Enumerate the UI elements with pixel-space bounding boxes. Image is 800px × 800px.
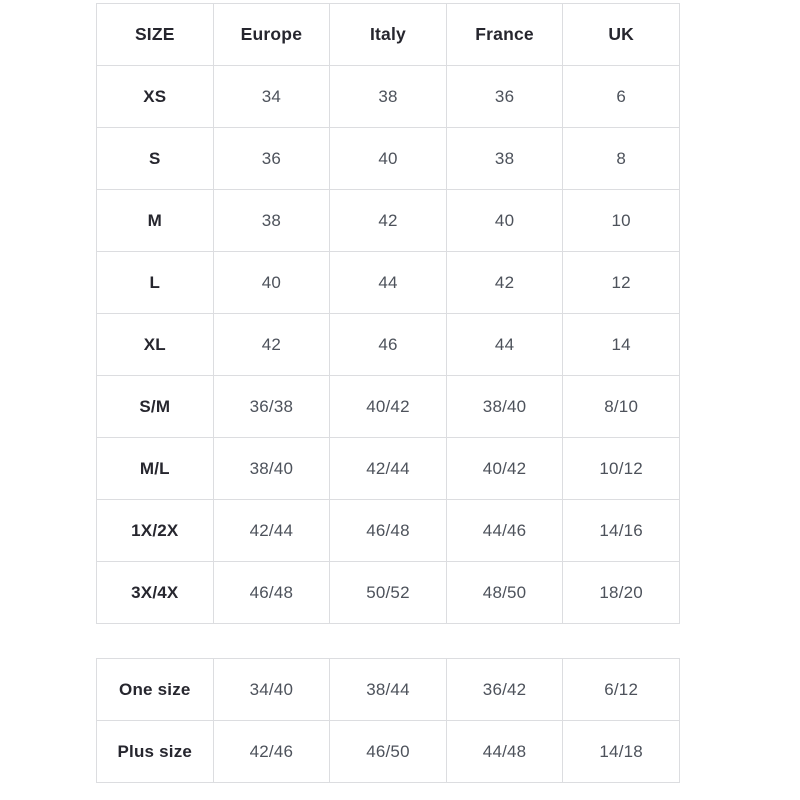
uk-value-cell: 8	[563, 128, 680, 190]
italy-value-cell: 42	[330, 190, 447, 252]
france-value-cell: 38	[446, 128, 563, 190]
italy-value-cell: 40/42	[330, 376, 447, 438]
table-row-xl	[97, 314, 680, 376]
uk-value-cell: 14/16	[563, 500, 680, 562]
europe-value-cell: 38/40	[213, 438, 330, 500]
europe-value-cell: 38	[213, 190, 330, 252]
size-label-cell: L	[97, 252, 214, 314]
france-value-cell: 36	[446, 66, 563, 128]
size-label-cell: 3X/4X	[97, 562, 214, 624]
uk-value-cell: 18/20	[563, 562, 680, 624]
uk-value-cell: 6/12	[563, 659, 680, 721]
size-label-cell: XS	[97, 66, 214, 128]
size-label-cell: M/L	[97, 438, 214, 500]
france-value-cell: 48/50	[446, 562, 563, 624]
size-label-cell: Plus size	[97, 721, 214, 783]
france-value-cell: 44/46	[446, 500, 563, 562]
table-body	[97, 659, 680, 783]
europe-value-cell: 42/46	[213, 721, 330, 783]
size-label-cell: XL	[97, 314, 214, 376]
europe-value-cell: 36/38	[213, 376, 330, 438]
size-label-cell: S	[97, 128, 214, 190]
france-value-cell: 38/40	[446, 376, 563, 438]
table-row-3x-4x	[97, 562, 680, 624]
size-conversion-table-extra	[96, 658, 680, 783]
table-row-s-m	[97, 376, 680, 438]
europe-value-cell: 40	[213, 252, 330, 314]
italy-value-cell: 46	[330, 314, 447, 376]
uk-value-cell: 6	[563, 66, 680, 128]
europe-value-cell: 36	[213, 128, 330, 190]
column-header-france: France	[446, 4, 563, 66]
europe-value-cell: 34/40	[213, 659, 330, 721]
italy-value-cell: 38	[330, 66, 447, 128]
column-header-size: SIZE	[97, 4, 214, 66]
uk-value-cell: 12	[563, 252, 680, 314]
size-tables-container	[96, 3, 680, 783]
table-header	[97, 4, 680, 66]
table-row-xs	[97, 66, 680, 128]
uk-value-cell: 10	[563, 190, 680, 252]
france-value-cell: 44	[446, 314, 563, 376]
italy-value-cell: 50/52	[330, 562, 447, 624]
table-row-l	[97, 252, 680, 314]
size-label-cell: One size	[97, 659, 214, 721]
italy-value-cell: 44	[330, 252, 447, 314]
table-row-1x-2x	[97, 500, 680, 562]
europe-value-cell: 42/44	[213, 500, 330, 562]
europe-value-cell: 46/48	[213, 562, 330, 624]
table-row-m	[97, 190, 680, 252]
column-header-europe: Europe	[213, 4, 330, 66]
europe-value-cell: 42	[213, 314, 330, 376]
header-row	[97, 4, 680, 66]
france-value-cell: 42	[446, 252, 563, 314]
france-value-cell: 40/42	[446, 438, 563, 500]
size-label-cell: M	[97, 190, 214, 252]
france-value-cell: 40	[446, 190, 563, 252]
column-header-italy: Italy	[330, 4, 447, 66]
size-label-cell: S/M	[97, 376, 214, 438]
uk-value-cell: 14/18	[563, 721, 680, 783]
uk-value-cell: 8/10	[563, 376, 680, 438]
column-header-uk: UK	[563, 4, 680, 66]
table-body	[97, 66, 680, 624]
uk-value-cell: 10/12	[563, 438, 680, 500]
table-row-s	[97, 128, 680, 190]
italy-value-cell: 46/50	[330, 721, 447, 783]
italy-value-cell: 46/48	[330, 500, 447, 562]
size-conversion-table-main	[96, 3, 680, 624]
france-value-cell: 44/48	[446, 721, 563, 783]
size-label-cell: 1X/2X	[97, 500, 214, 562]
table-row-plus-size	[97, 721, 680, 783]
table-row-m-l	[97, 438, 680, 500]
france-value-cell: 36/42	[446, 659, 563, 721]
italy-value-cell: 38/44	[330, 659, 447, 721]
italy-value-cell: 40	[330, 128, 447, 190]
europe-value-cell: 34	[213, 66, 330, 128]
table-row-one-size	[97, 659, 680, 721]
italy-value-cell: 42/44	[330, 438, 447, 500]
uk-value-cell: 14	[563, 314, 680, 376]
